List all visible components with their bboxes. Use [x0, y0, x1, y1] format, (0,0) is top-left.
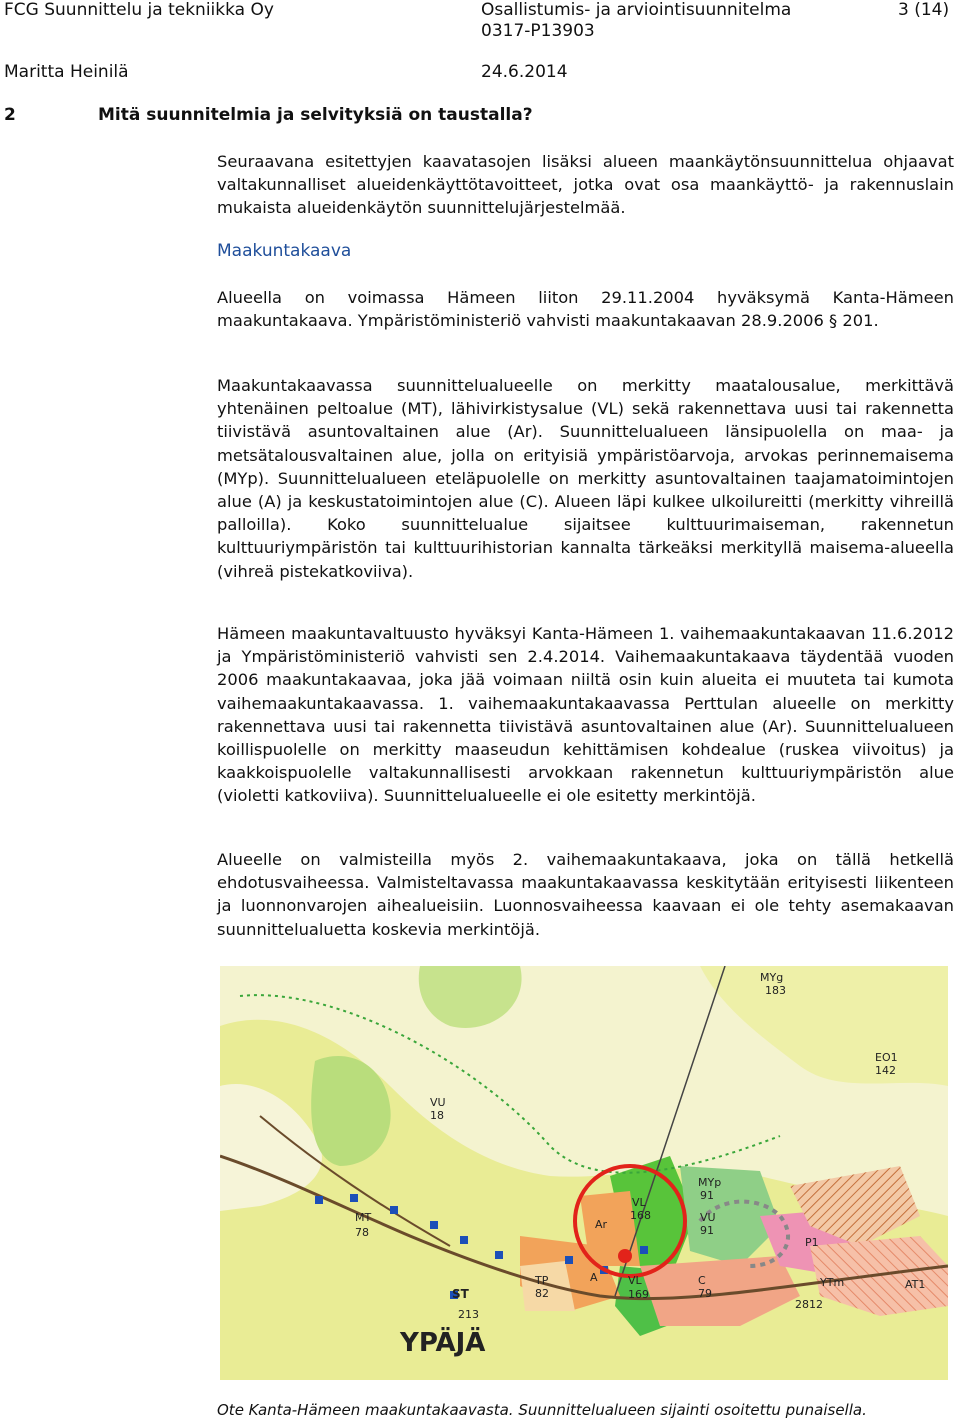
paragraph-3: Hämeen maakuntavaltuusto hyväksyi Kanta-Hämeen 1. vaihemaakuntakaavan 11.6.2012 ja Ympäristöministeriö vahvisti sen 2.4.2014. Vaihemaakuntakaava täydentää vuoden 2006 maakuntakaavaa, joka jää voimaan niiltä osin kuin alueita ei muuteta tai kumota vaihemaakuntakaavassa. 1. vaihemaakuntakaavassa Perttulan alueelle on merkitty rakennettava uusi tai rakennetta tiivistävä asuntovaltainen alue (Ar). Suunnittelualueen koillispuolelle on merkitty maaseudun kehittämisen kohdealue (ruskea viivoitus) ja kaakkoispuolelle valtakunnallisesti arvokkaan rakennetun kulttuuriympäristön alue (violetti katkoviiva). Suunnittelualueelle ei ole esitetty merkintöjä. [217, 624, 954, 806]
map-label-ar: Ar [595, 1218, 608, 1231]
section-title: Mitä suunnitelmia ja selvityksiä on taustalla? [98, 105, 533, 125]
header-doc-title: Osallistumis- ja arviointisuunnitelma [481, 0, 792, 20]
map-caption: Ote Kanta-Hämeen maakuntakaavasta. Suunnittelualueen sijainti osoitettu punaisella. [217, 1401, 867, 1419]
map-label-myp-n: 91 [700, 1189, 714, 1202]
map-label-eo: EO1 [875, 1051, 898, 1064]
map-label-c: C [698, 1274, 706, 1287]
intro-paragraph: Seuraavana esitettyjen kaavatasojen lisäksi alueen maankäytönsuunnittelua ohjaavat valtakunnalliset alueidenkäyttötavoitteet, jotka ovat osa maankäyttö- ja rakennuslain mukaista alueidenkäytön suunnittelujärjestelmää. [217, 152, 954, 218]
map-label-tp: TP [535, 1274, 549, 1287]
map-label-a: A [590, 1271, 598, 1284]
map-label-vl2: VL [628, 1274, 642, 1287]
section-number: 2 [4, 105, 16, 125]
map-label-c-n: 79 [698, 1287, 712, 1300]
map-label-st: ST [452, 1287, 469, 1301]
map-label-vu2: VU [700, 1211, 716, 1224]
map-label-mt-n: 78 [355, 1226, 369, 1239]
map-label-eo-n: 142 [875, 1064, 896, 1077]
map-label-myg: MYg [760, 971, 784, 984]
map-label-town: YPÄJÄ [400, 1328, 486, 1358]
header-page-number: 3 (14) [898, 0, 950, 20]
header-author: Maritta Heinilä [4, 62, 129, 82]
map-label-mt: MT [355, 1211, 372, 1224]
subheading-maakuntakaava: Maakuntakaava [217, 241, 352, 261]
map-label-at: AT1 [905, 1278, 926, 1291]
map-label-2812: 2812 [795, 1298, 823, 1311]
map-excerpt [220, 966, 948, 1380]
map-label-st-n: 213 [458, 1308, 479, 1321]
map-label-vl-n: 168 [630, 1209, 651, 1222]
header-doc-id: 0317-P13903 [481, 21, 595, 41]
map-label-myg-n: 183 [765, 984, 786, 997]
paragraph-2: Maakuntakaavassa suunnittelualueelle on merkitty maatalousalue, merkittävä yhtenäinen peltoalue (MT), lähivirkistysalue (VL) sekä rakennettava uusi tai rakennetta tiivistävä asuntovaltainen alue (Ar). Suunnittelualueen länsipuolella on maa- ja metsätalousvaltainen alue, jolla on erityisiä ympäristöarvoja, arvokas perinnemaisema (MYp). Suunnittelualueen eteläpuolelle on merkitty asuntovaltainen taajamatoimintojen alue (A) ja keskustatoimintojen alue (C). Alueen läpi kulkee ulkoilureitti (merkitty vihreillä palloilla). Koko suunnittelualue sijaitsee kulttuurimaiseman, rakennetun kulttuuriympäristön tai kulttuurihistorian kannalta tärkeäksi merkityllä maisema-alueella (vihreä pistekatkoviiva). [217, 376, 954, 581]
paragraph-4: Alueelle on valmisteilla myös 2. vaihemaakuntakaava, joka on tällä hetkellä ehdotusvaiheessa. Valmisteltavassa maakuntakaavassa keskitytään erityisesti liikenteen ja luonnonvarojen aihealueisiin. Luonnosvaiheessa kaavaan ei ole tehty asemakaavan suunnittelualuetta koskevia merkintöjä. [217, 850, 954, 939]
map-label-vu-n: 18 [430, 1109, 444, 1122]
header-company: FCG Suunnittelu ja tekniikka Oy [4, 0, 274, 20]
header-date: 24.6.2014 [481, 62, 568, 82]
map-site-point [618, 1249, 632, 1263]
paragraph-1: Alueella on voimassa Hämeen liiton 29.11.2004 hyväksymä Kanta-Hämeen maakuntakaava. Ympäristöministeriö vahvisti maakuntakaavan 28.9.2006 § 201. [217, 288, 954, 331]
map-label-vl2-n: 169 [628, 1288, 649, 1301]
map-label-tp-n: 82 [535, 1287, 549, 1300]
map-label-vu: VU [430, 1096, 446, 1109]
map-label-p: P1 [805, 1236, 819, 1249]
map-label-vl: VL [632, 1196, 646, 1209]
map-label-ytm: YTm [820, 1276, 845, 1289]
map-label-myp: MYp [698, 1176, 722, 1189]
map-label-vu2-n: 91 [700, 1224, 714, 1237]
